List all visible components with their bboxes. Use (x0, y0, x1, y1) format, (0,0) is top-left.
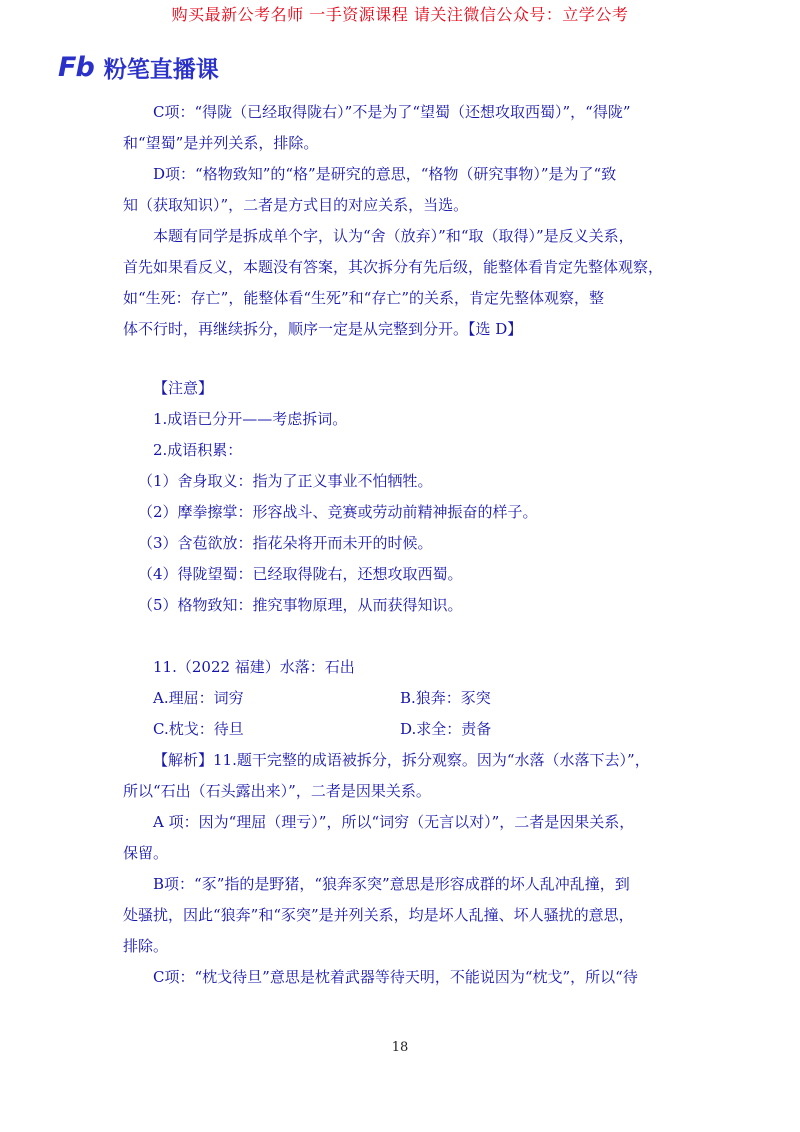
logo-text: 粉笔直播课 (103, 56, 219, 83)
question-11-stem: 11.（2022 福建）水落：石出 (153, 658, 355, 676)
page-number: 18 (391, 1040, 409, 1055)
paragraph-e-line2: 首先如果看反义，本题没有答案，其次拆分有先后级，能整体看肯定先整体观察， (123, 258, 664, 276)
paragraph-e-line3: 如“生死：存亡”，能整体看“生死”和“存亡”的关系，肯定先整体观察，整 (123, 289, 605, 307)
paragraph-e-line1: 本题有同学是拆成单个字，认为“舍（放弃）”和“取（取得）”是反义关系， (153, 227, 634, 245)
idiom-item: （4）得陇望蜀：已经取得陇右，还想攻取西蜀。 (138, 565, 463, 583)
idiom-item: （1）舍身取义：指为了正义事业不怕牺牲。 (138, 472, 433, 490)
note-item-2: 2.成语积累： (153, 441, 243, 459)
note-item-1: 1.成语已分开——考虑拆词。 (153, 410, 348, 428)
option-b-analysis-line3: 排除。 (123, 937, 169, 955)
analysis-line1: 【解析】11.题干完整的成语被拆分，拆分观察。因为“水落（水落下去）”， (153, 751, 650, 769)
analysis-line2: 所以“石出（石头露出来）”，二者是因果关系。 (123, 782, 431, 800)
option-b: B.狼奔：豕突 (400, 689, 491, 707)
logo-mark: Fb (58, 51, 94, 83)
promo-banner: 购买最新公考名师 一手资源课程 请关注微信公众号：立学公考 (171, 5, 629, 24)
option-c: C.枕戈：待旦 (153, 720, 244, 738)
option-c-analysis-line1: C项：“枕戈待旦”意思是枕着武器等待天明，不能说因为“枕戈”，所以“待 (153, 968, 638, 986)
option-d: D.求全：责备 (400, 720, 492, 738)
note-title: 【注意】 (153, 379, 214, 397)
option-a-analysis-line2: 保留。 (123, 844, 169, 862)
brand-logo (58, 50, 219, 84)
option-a: A.理屈：词穷 (153, 689, 244, 707)
document-body (123, 97, 683, 993)
paragraph-c-line2: 和“望蜀”是并列关系，排除。 (123, 134, 319, 152)
option-a-analysis-line1: A 项：因为“理屈（理亏）”，所以“词穷（无言以对）”，二者是因果关系， (153, 813, 635, 831)
idiom-item: （5）格物致知：推究事物原理，从而获得知识。 (138, 596, 463, 614)
paragraph-e-line4: 体不行时，再继续拆分，顺序一定是从完整到分开。【选 D】 (123, 320, 523, 338)
paragraph-c-line1: C项：“得陇（已经取得陇右）”不是为了“望蜀（还想攻取西蜀）”，“得陇” (153, 103, 631, 121)
options-row-2 (123, 714, 683, 745)
options-row-1 (123, 683, 683, 714)
option-b-analysis-line1: B项：“豕”指的是野猪，“狼奔豕突”意思是形容成群的坏人乱冲乱撞，到 (153, 875, 630, 893)
paragraph-d-line1: D项：“格物致知”的“格”是研究的意思，“格物（研究事物）”是为了“致 (153, 165, 617, 183)
paragraph-d-line2: 知（获取知识）”，二者是方式目的对应关系，当选。 (123, 196, 469, 214)
option-b-analysis-line2: 处骚扰，因此“狼奔”和“豕突”是并列关系，均是坏人乱撞、坏人骚扰的意思， (123, 906, 634, 924)
idiom-item: （3）含苞欲放：指花朵将开而未开的时候。 (138, 534, 433, 552)
idiom-item: （2）摩拳擦掌：形容战斗、竞赛或劳动前精神振奋的样子。 (138, 503, 538, 521)
